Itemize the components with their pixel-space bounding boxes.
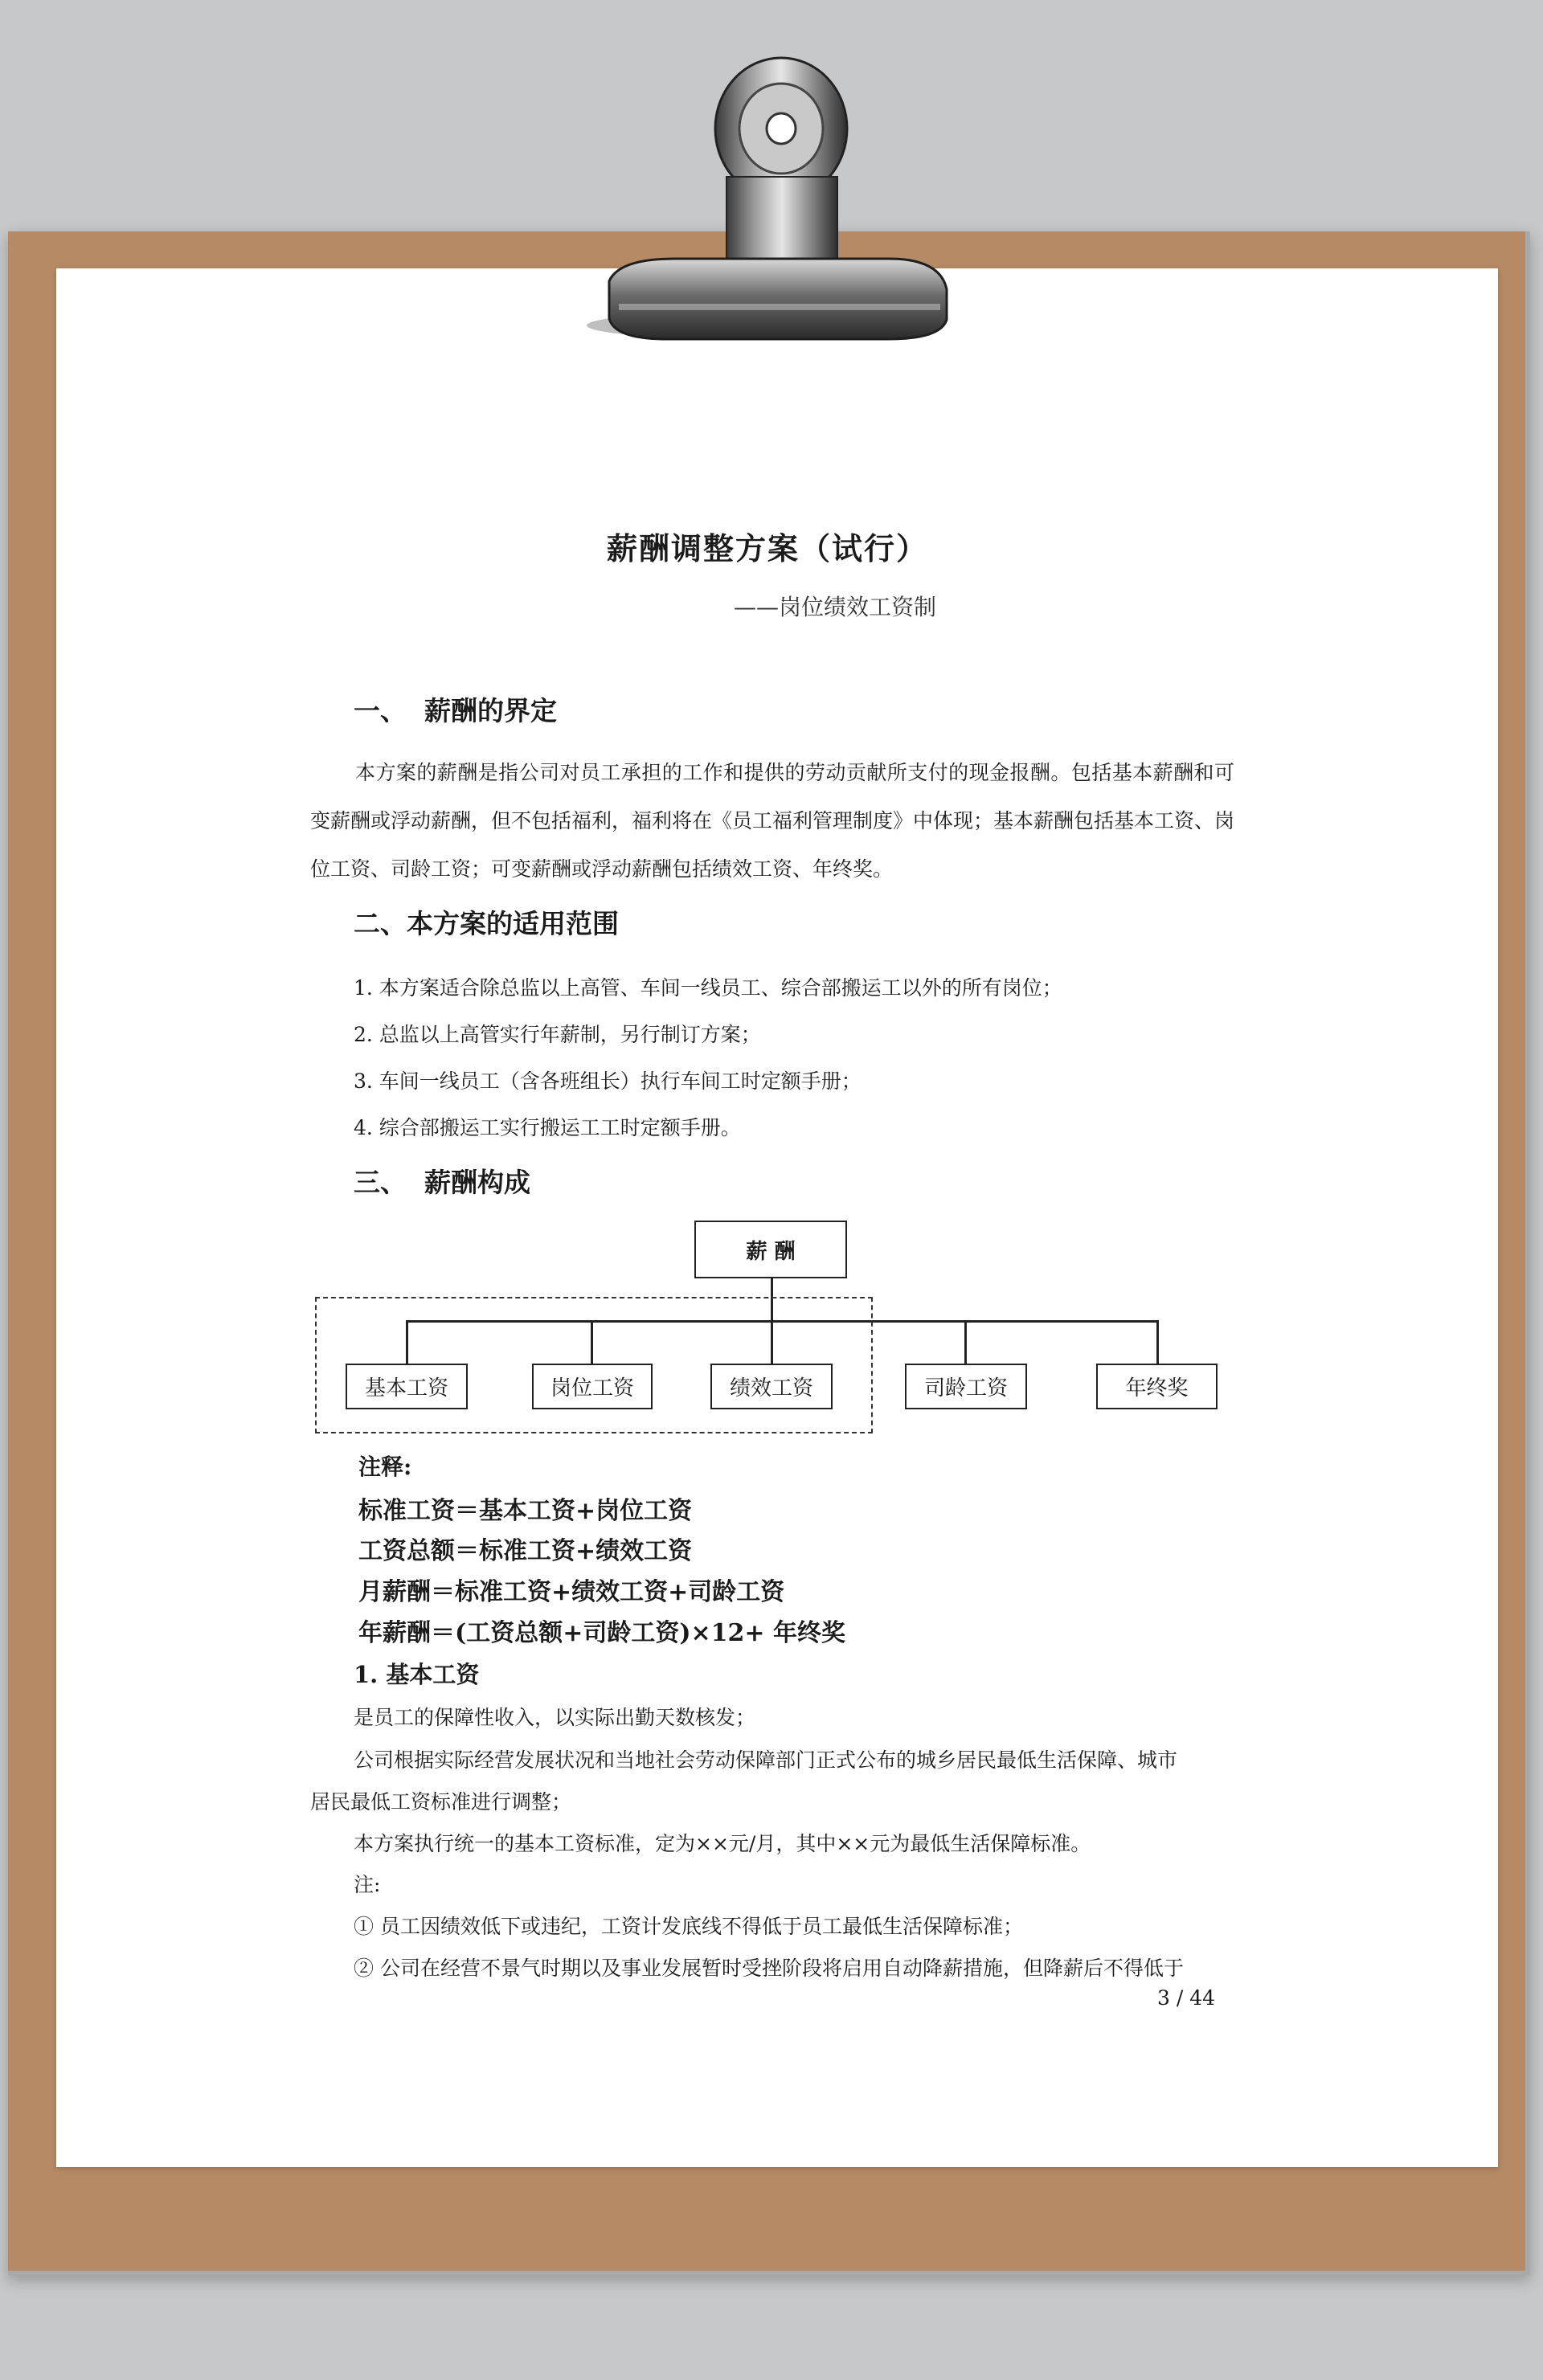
formula-line: 标准工资＝基本工资+岗位工资 (358, 1497, 693, 1525)
section-heading-2 (354, 903, 619, 941)
document-title: 薪酬调整方案（试行） (607, 530, 929, 566)
scope-item: 2. 总监以上高管实行年薪制，另行制订方案； (354, 1023, 761, 1046)
body-line: 公司根据实际经营发展状况和当地社会劳动保障部门正式公布的城乡居民最低生活保障、城市 (354, 1748, 1178, 1772)
document-subtitle: ——岗位绩效工资制 (734, 594, 937, 620)
subsection-heading: 1. 基本工资 (354, 1661, 480, 1688)
section-title: 本方案的适用范围 (407, 908, 619, 939)
chart-root-box: 薪 酬 (694, 1221, 847, 1278)
note-item: ② 公司在经营不景气时期以及事业发展暂时受挫阶段将启用自动降薪措施，但降薪后不得低于 (354, 1957, 1184, 1980)
chart-box-year-end-bonus: 年终奖 (1096, 1364, 1218, 1409)
body-line: 是员工的保障性收入，以实际出勤天数核发； (354, 1706, 756, 1729)
formula-line: 工资总额＝标准工资+绩效工资 (358, 1537, 693, 1565)
section-heading-3 (354, 1162, 530, 1200)
chart-box-seniority-wage: 司龄工资 (905, 1364, 1027, 1409)
formula-line: 年薪酬＝(工资总额+司龄工资)×12+ 年终奖 (358, 1619, 845, 1647)
section-title: 薪酬的界定 (424, 695, 557, 726)
notes-label: 注释: (358, 1454, 412, 1480)
formula-line: 月薪酬＝标准工资+绩效工资+司龄工资 (358, 1578, 785, 1606)
section-number: 三、 (354, 1167, 407, 1198)
section-title: 薪酬构成 (424, 1167, 530, 1198)
section-number: 二、 (354, 908, 407, 939)
chart-box-basic-wage: 基本工资 (346, 1364, 468, 1409)
note-item: ① 员工因绩效低下或违纪，工资计发底线不得低于员工最低生活保障标准； (354, 1915, 1023, 1938)
chart-box-position-wage: 岗位工资 (532, 1364, 653, 1409)
body-line: 居民最低工资标准进行调整； (310, 1790, 572, 1814)
scope-item: 1. 本方案适合除总监以上高管、车间一线员工、综合部搬运工以外的所有岗位； (354, 976, 1062, 1000)
scope-item: 3. 车间一线员工（含各班组长）执行车间工时定额手册； (354, 1069, 862, 1093)
chart-connector (964, 1320, 967, 1364)
binder-clip-icon (579, 48, 948, 354)
note-label: 注: (354, 1873, 381, 1896)
chart-connector (1156, 1320, 1159, 1364)
body-line: 本方案执行统一的基本工资标准，定为××元/月，其中××元为最低生活保障标准。 (354, 1832, 1091, 1855)
definition-paragraph: 本方案的薪酬是指公司对员工承担的工作和提供的劳动贡献所支付的现金报酬。包括基本薪酬和可变薪酬或浮动薪酬，但不包括福利，福利将在《员工福利管理制度》中体现；基本薪酬包括基本工资、岗位工资、司龄工资；可变薪酬或浮动薪酬包括绩效工资、年终奖。 (310, 761, 1235, 881)
section-heading-1 (354, 690, 557, 728)
chart-box-performance-wage: 绩效工资 (710, 1364, 833, 1409)
page-number: 3 / 44 (1157, 1986, 1216, 2010)
scope-item: 4. 综合部搬运工实行搬运工工时定额手册。 (354, 1116, 741, 1139)
section-number: 一、 (354, 695, 407, 726)
